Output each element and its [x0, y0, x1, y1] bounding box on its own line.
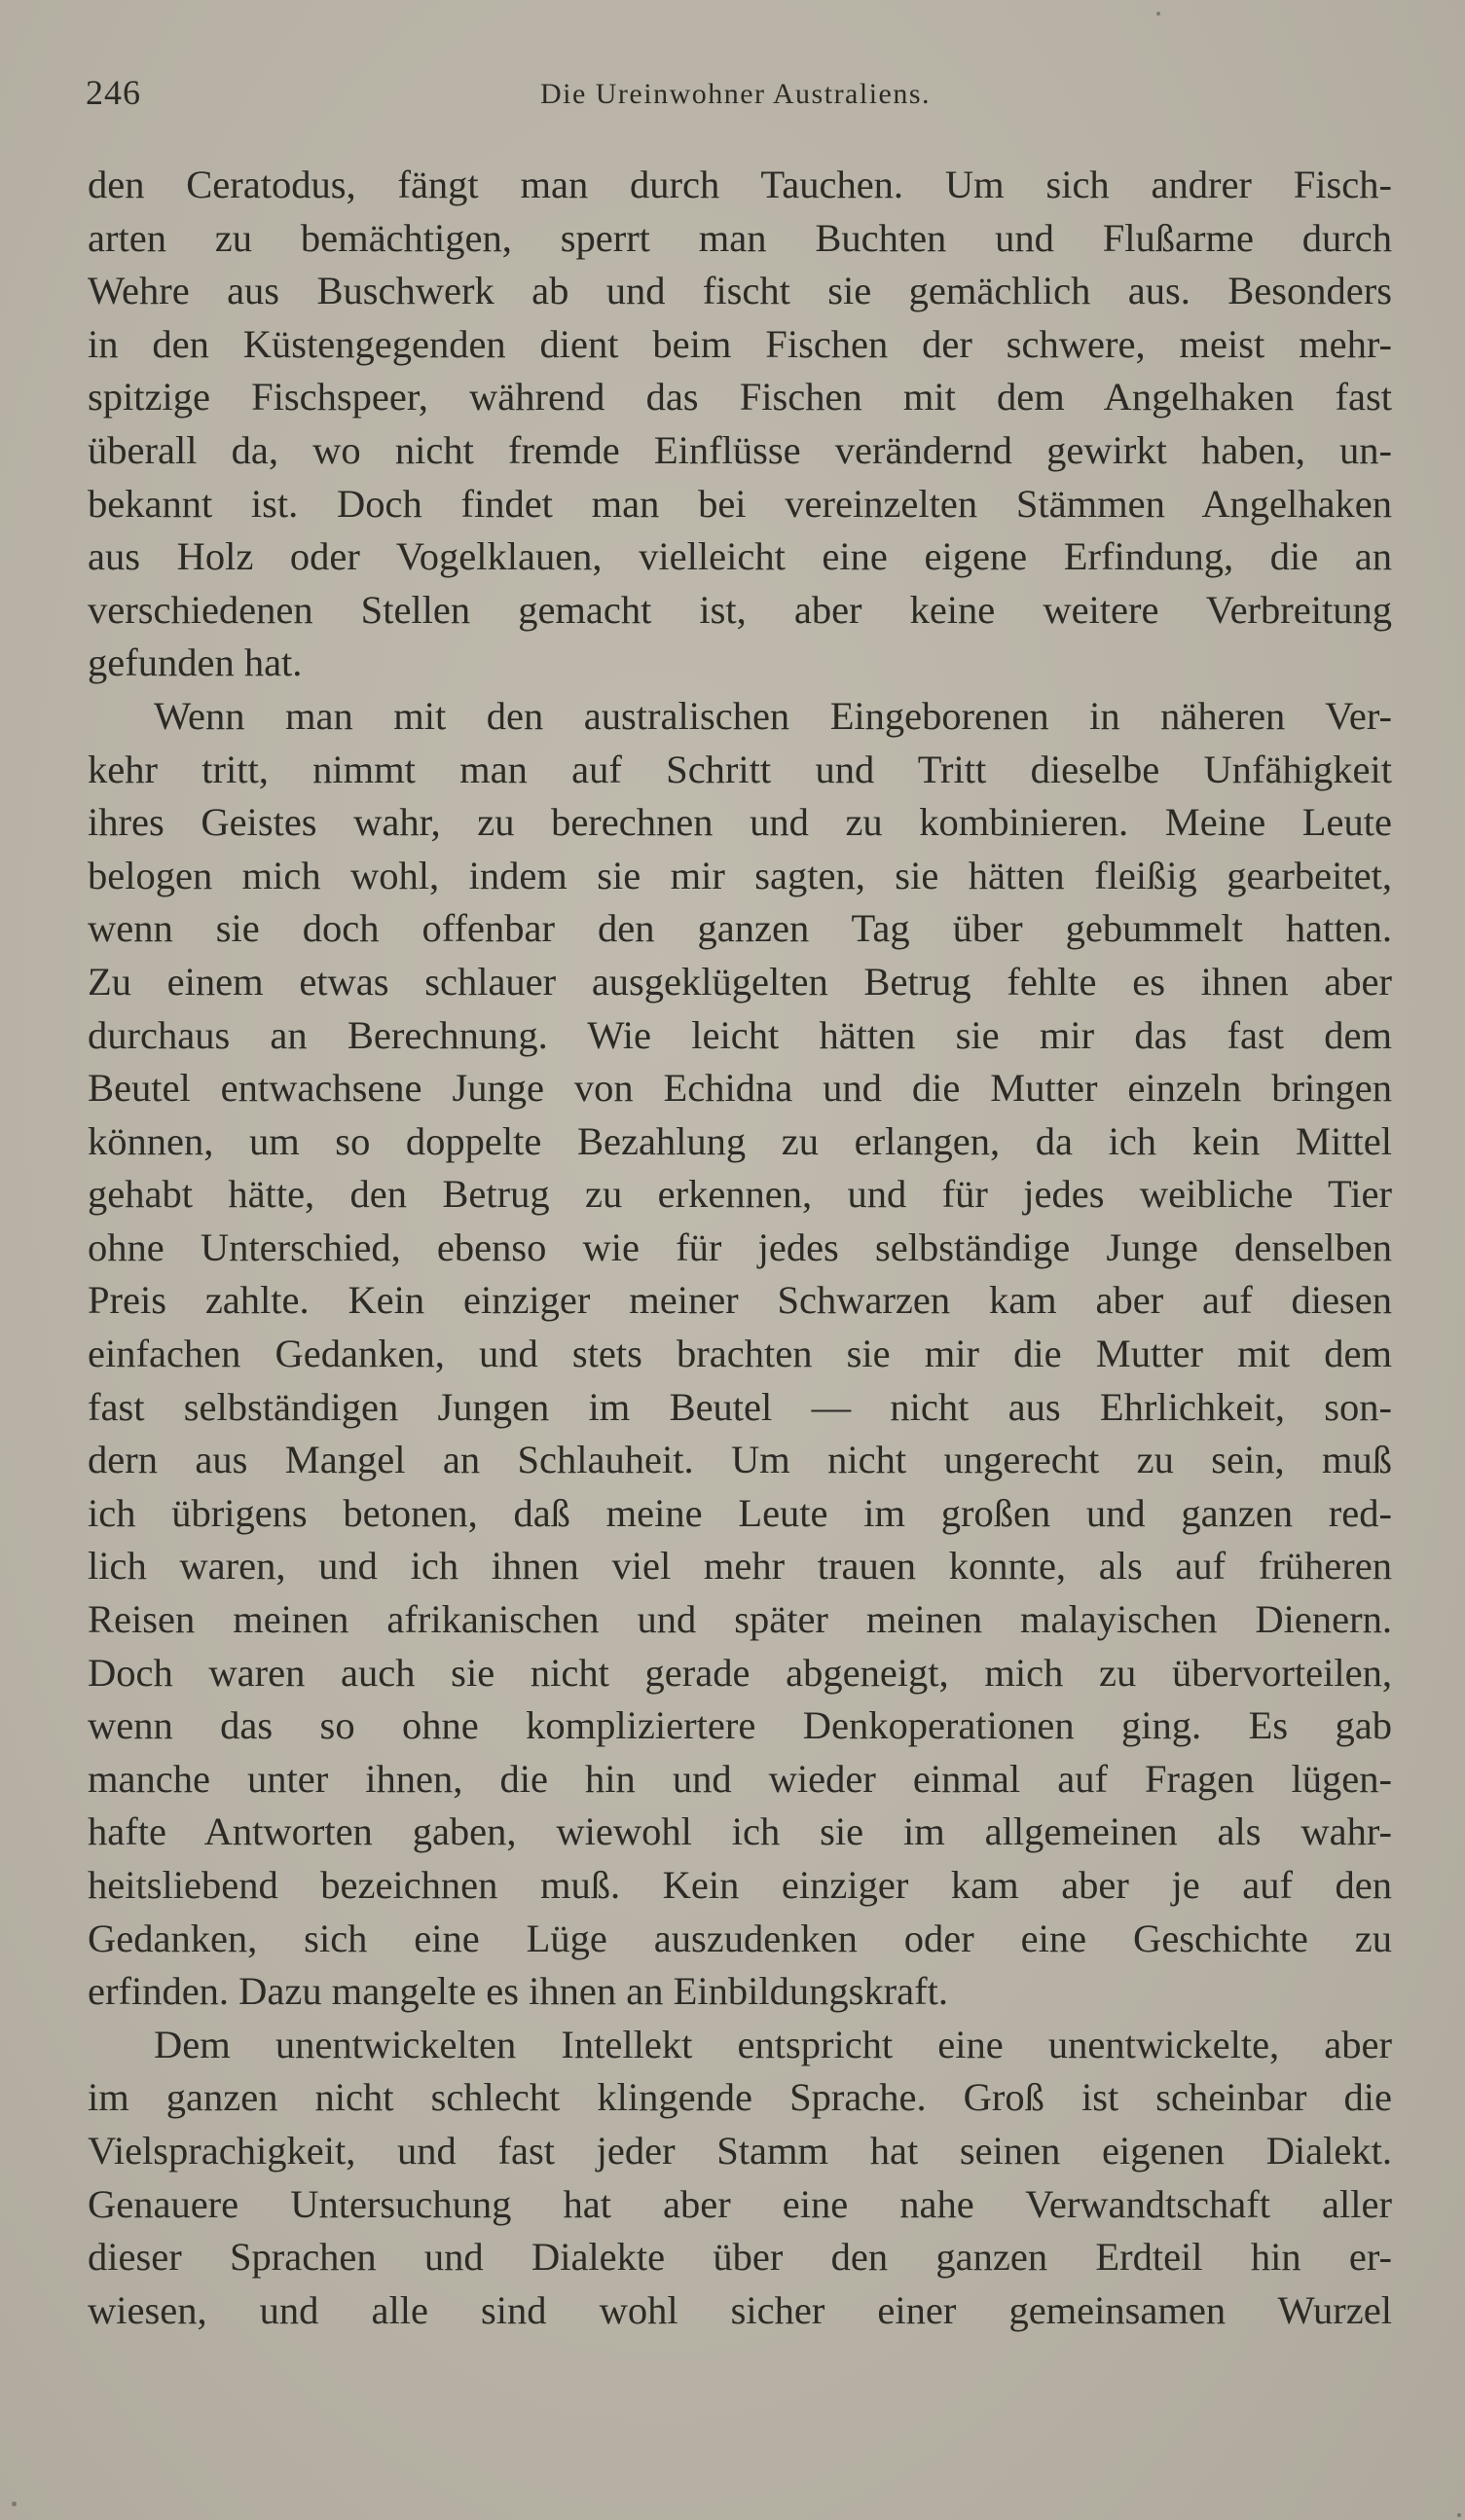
text-line: ich übrigens betonen, daß meine Leute im großen und ganzen red-: [88, 1490, 1392, 1535]
running-head: [86, 72, 1385, 121]
text-line: aus Holz oder Vogelklauen, vielleicht eine eigene Erfindung, die an: [88, 534, 1392, 579]
text-line: können, um so doppelte Bezahlung zu erlangen, da ich kein Mittel: [88, 1118, 1392, 1163]
paragraph: [88, 2019, 1392, 2338]
paragraph: [88, 159, 1392, 690]
text-line: kehr tritt, nimmt man auf Schritt und Tritt dieselbe Unfähigkeit: [88, 747, 1392, 791]
text-line: fast selbständigen Jungen im Beutel — nicht aus Ehrlichkeit, son-: [88, 1384, 1392, 1429]
text-line: Wehre aus Buschwerk ab und fischt sie gemächlich aus. Besonders: [88, 269, 1392, 313]
text-line: ihres Geistes wahr, zu berechnen und zu kombinieren. Meine Leute: [88, 800, 1392, 845]
text-line: Gedanken, sich eine Lüge auszudenken oder eine Geschichte zu: [88, 1916, 1392, 1960]
text-line: wenn das so ohne kompliziertere Denkoperationen ging. Es gab: [88, 1703, 1392, 1748]
text-line: Zu einem etwas schlauer ausgeklügelten Betrug fehlte es ihnen aber: [88, 959, 1392, 1004]
text-line: ohne Unterschied, ebenso wie für jedes selbständige Junge denselben: [88, 1224, 1392, 1269]
text-line: durchaus an Berechnung. Wie leicht hätten sie mir das fast dem: [88, 1012, 1392, 1057]
text-line: spitzige Fischspeer, während das Fischen mit dem Angelhaken fast: [88, 375, 1392, 420]
text-line: hafte Antworten gaben, wiewohl ich sie im allgemeinen als wahr-: [88, 1809, 1392, 1854]
text-line: erfinden. Dazu mangelte es ihnen an Einbildungskraft.: [88, 1969, 948, 2014]
text-line: den Ceratodus, fängt man durch Tauchen. Um sich andrer Fisch-: [88, 163, 1392, 206]
text-line: verschiedenen Stellen gemacht ist, aber keine weitere Verbreitung: [88, 587, 1392, 632]
text-line: belogen mich wohl, indem sie mir sagten, sie hätten fleißig gearbeitet,: [88, 853, 1392, 897]
text-line: in den Küstengegenden dient beim Fischen der schwere, meist mehr-: [88, 321, 1392, 366]
text-line: Doch waren auch sie nicht gerade abgeneigt, mich zu übervorteilen,: [88, 1650, 1392, 1695]
text-line: wiesen, und alle sind wohl sicher einer gemeinsamen Wurzel: [88, 2287, 1392, 2332]
text-line: heitsliebend bezeichnen muß. Kein einziger kam aber je auf den: [88, 1863, 1392, 1907]
text-line: Dem unentwickelten Intellekt entspricht eine unentwickelte, aber: [154, 2022, 1392, 2066]
text-line: manche unter ihnen, die hin und wieder einmal auf Fragen lügen-: [88, 1756, 1392, 1801]
text-line: im ganzen nicht schlecht klingende Sprache. Groß ist scheinbar die: [88, 2075, 1392, 2120]
text-line: Vielsprachigkeit, und fast jeder Stamm hat seinen eigenen Dialekt.: [88, 2128, 1392, 2173]
text-line: bekannt ist. Doch findet man bei vereinzelten Stämmen Angelhaken: [88, 481, 1392, 526]
page-number: 246: [86, 73, 141, 112]
running-title: Die Ureinwohner Australiens.: [539, 78, 932, 110]
text-line: lich waren, und ich ihnen viel mehr trauen konnte, als auf früheren: [88, 1544, 1392, 1589]
text-line: Genauere Untersuchung hat aber eine nahe Verwandtschaft aller: [88, 2181, 1392, 2226]
text-line: arten zu bemächtigen, sperrt man Buchten und Flußarme durch: [88, 215, 1392, 260]
text-line: gefunden hat.: [88, 640, 303, 685]
text-line: Beutel entwachsene Junge von Echidna und die Mutter einzeln bringen: [88, 1066, 1392, 1111]
text-line: Reisen meinen afrikanischen und später meinen malayischen Dienern.: [88, 1597, 1392, 1642]
text-line: dern aus Mangel an Schlauheit. Um nicht ungerecht zu sein, muß: [88, 1438, 1392, 1482]
text-line: gehabt hätte, den Betrug zu erkennen, und für jedes weibliche Tier: [88, 1172, 1392, 1217]
paper-speck: [1457, 2513, 1461, 2517]
body-text: [88, 159, 1392, 2337]
text-line: einfachen Gedanken, und stets brachten sie mir die Mutter mit dem: [88, 1332, 1392, 1376]
text-line: dieser Sprachen und Dialekte über den ganzen Erdteil hin er-: [88, 2235, 1392, 2280]
text-line: wenn sie doch offenbar den ganzen Tag über gebummelt hatten.: [88, 906, 1392, 951]
text-line: Preis zahlte. Kein einziger meiner Schwarzen kam aber auf diesen: [88, 1278, 1392, 1323]
text-line: überall da, wo nicht fremde Einflüsse verändernd gewirkt haben, un-: [88, 427, 1392, 472]
paper-speck: [12, 2502, 17, 2506]
paper-speck: [1156, 12, 1160, 16]
paragraph: [88, 690, 1392, 2019]
text-line: Wenn man mit den australischen Eingeborenen in näheren Ver-: [154, 693, 1392, 738]
